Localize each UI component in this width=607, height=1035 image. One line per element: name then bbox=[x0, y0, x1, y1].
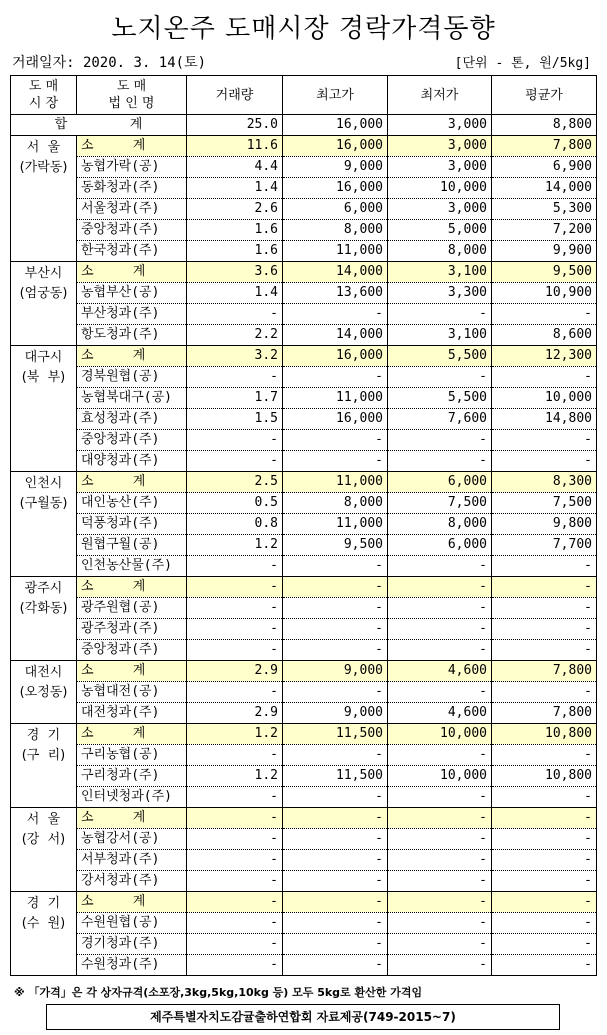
market-name: 대구시 (북 부) bbox=[11, 346, 77, 472]
volume-cell: 1.4 bbox=[187, 283, 283, 304]
volume-cell: - bbox=[187, 577, 283, 598]
max-cell: 16,000 bbox=[283, 346, 388, 367]
avg-cell: 5,300 bbox=[492, 199, 597, 220]
volume-cell: 2.2 bbox=[187, 325, 283, 346]
company-cell: 농협가락(공) bbox=[77, 157, 187, 178]
header-company: 도 매 법 인 명 bbox=[77, 76, 187, 115]
avg-cell: 7,700 bbox=[492, 535, 597, 556]
table-row bbox=[11, 640, 597, 661]
avg-cell: 14,800 bbox=[492, 409, 597, 430]
volume-cell: 1.6 bbox=[187, 220, 283, 241]
max-cell: - bbox=[283, 640, 388, 661]
company-cell: 부산청과(주) bbox=[77, 304, 187, 325]
max-cell: 11,000 bbox=[283, 388, 388, 409]
unit-label: [단위 - 톤, 원/5kg] bbox=[454, 56, 591, 71]
max-cell: - bbox=[283, 577, 388, 598]
volume-cell: 4.4 bbox=[187, 157, 283, 178]
max-cell: 8,000 bbox=[283, 220, 388, 241]
min-cell: 8,000 bbox=[388, 514, 492, 535]
volume-cell: 1.7 bbox=[187, 388, 283, 409]
avg-cell: 8,300 bbox=[492, 472, 597, 493]
company-cell: 동화청과(주) bbox=[77, 178, 187, 199]
market-name: 대전시 (오정동) bbox=[11, 661, 77, 724]
volume-cell: 1.2 bbox=[187, 766, 283, 787]
max-cell: - bbox=[283, 367, 388, 388]
avg-cell: 8,600 bbox=[492, 325, 597, 346]
avg-cell: 9,900 bbox=[492, 241, 597, 262]
avg-cell: - bbox=[492, 304, 597, 325]
min-cell: - bbox=[388, 913, 492, 934]
subtotal-row bbox=[11, 661, 597, 682]
max-cell: 16,000 bbox=[283, 409, 388, 430]
min-cell: 3,300 bbox=[388, 283, 492, 304]
max-cell: - bbox=[283, 808, 388, 829]
table-row bbox=[11, 934, 597, 955]
avg-cell: - bbox=[492, 682, 597, 703]
company-cell: 구리청과(주) bbox=[77, 766, 187, 787]
max-cell: 9,000 bbox=[283, 157, 388, 178]
min-cell: - bbox=[388, 430, 492, 451]
total-volume: 25.0 bbox=[187, 115, 283, 136]
min-cell: 7,500 bbox=[388, 493, 492, 514]
max-cell: 11,000 bbox=[283, 241, 388, 262]
max-cell: - bbox=[283, 892, 388, 913]
company-cell: 강서청과(주) bbox=[77, 871, 187, 892]
min-cell: - bbox=[388, 451, 492, 472]
min-cell: 3,000 bbox=[388, 136, 492, 157]
max-cell: - bbox=[283, 451, 388, 472]
avg-cell: - bbox=[492, 955, 597, 976]
volume-cell: 0.5 bbox=[187, 493, 283, 514]
total-row bbox=[11, 115, 597, 136]
company-cell: 중앙청과(주) bbox=[77, 430, 187, 451]
max-cell: 9,000 bbox=[283, 703, 388, 724]
max-cell: 11,000 bbox=[283, 472, 388, 493]
max-cell: - bbox=[283, 850, 388, 871]
avg-cell: - bbox=[492, 850, 597, 871]
table-row bbox=[11, 409, 597, 430]
volume-cell: - bbox=[187, 913, 283, 934]
avg-cell: - bbox=[492, 640, 597, 661]
table-row bbox=[11, 745, 597, 766]
max-cell: - bbox=[283, 829, 388, 850]
company-cell: 인터넷청과(주) bbox=[77, 787, 187, 808]
company-cell: 서부청과(주) bbox=[77, 850, 187, 871]
company-cell: 소 계 bbox=[77, 136, 187, 157]
market-name: 경 기 (수 원) bbox=[11, 892, 77, 976]
avg-cell: 12,300 bbox=[492, 346, 597, 367]
subtotal-row bbox=[11, 472, 597, 493]
volume-cell: - bbox=[187, 892, 283, 913]
min-cell: 5,500 bbox=[388, 346, 492, 367]
table-row bbox=[11, 850, 597, 871]
price-table bbox=[10, 75, 597, 976]
min-cell: - bbox=[388, 850, 492, 871]
volume-cell: - bbox=[187, 430, 283, 451]
company-cell: 중앙청과(주) bbox=[77, 220, 187, 241]
volume-cell: - bbox=[187, 745, 283, 766]
max-cell: - bbox=[283, 787, 388, 808]
table-row bbox=[11, 703, 597, 724]
company-cell: 소 계 bbox=[77, 892, 187, 913]
avg-cell: - bbox=[492, 808, 597, 829]
volume-cell: 1.4 bbox=[187, 178, 283, 199]
volume-cell: 2.9 bbox=[187, 703, 283, 724]
volume-cell: 11.6 bbox=[187, 136, 283, 157]
max-cell: - bbox=[283, 745, 388, 766]
header-volume: 거래량 bbox=[187, 76, 283, 115]
avg-cell: 10,900 bbox=[492, 283, 597, 304]
market-name: 부산시 (엄궁동) bbox=[11, 262, 77, 346]
max-cell: 11,500 bbox=[283, 724, 388, 745]
min-cell: 6,000 bbox=[388, 472, 492, 493]
subtotal-row bbox=[11, 892, 597, 913]
company-cell: 효성청과(주) bbox=[77, 409, 187, 430]
volume-cell: - bbox=[187, 682, 283, 703]
company-cell: 원협구월(공) bbox=[77, 535, 187, 556]
header-min: 최저가 bbox=[388, 76, 492, 115]
min-cell: - bbox=[388, 598, 492, 619]
subtotal-row bbox=[11, 808, 597, 829]
min-cell: - bbox=[388, 787, 492, 808]
company-cell: 경북원협(공) bbox=[77, 367, 187, 388]
avg-cell: 7,500 bbox=[492, 493, 597, 514]
table-row bbox=[11, 199, 597, 220]
market-name: 인천시 (구월동) bbox=[11, 472, 77, 577]
table-row bbox=[11, 514, 597, 535]
table-row bbox=[11, 619, 597, 640]
min-cell: 3,000 bbox=[388, 199, 492, 220]
volume-cell: - bbox=[187, 787, 283, 808]
table-row bbox=[11, 388, 597, 409]
header-max: 최고가 bbox=[283, 76, 388, 115]
min-cell: - bbox=[388, 556, 492, 577]
min-cell: 5,500 bbox=[388, 388, 492, 409]
avg-cell: - bbox=[492, 787, 597, 808]
volume-cell: - bbox=[187, 556, 283, 577]
max-cell: - bbox=[283, 304, 388, 325]
min-cell: 8,000 bbox=[388, 241, 492, 262]
max-cell: - bbox=[283, 682, 388, 703]
header-market: 도 매 시 장 bbox=[11, 76, 77, 115]
max-cell: 16,000 bbox=[283, 178, 388, 199]
company-cell: 구리농협(공) bbox=[77, 745, 187, 766]
max-cell: - bbox=[283, 934, 388, 955]
table-row bbox=[11, 766, 597, 787]
volume-cell: - bbox=[187, 934, 283, 955]
min-cell: 3,000 bbox=[388, 157, 492, 178]
data-source: 제주특별자치도감귤출하연합회 자료제공(749-2015~7) bbox=[46, 1004, 560, 1030]
table-row bbox=[11, 955, 597, 976]
min-cell: 7,600 bbox=[388, 409, 492, 430]
volume-cell: 2.5 bbox=[187, 472, 283, 493]
min-cell: - bbox=[388, 808, 492, 829]
max-cell: 16,000 bbox=[283, 136, 388, 157]
avg-cell: 7,200 bbox=[492, 220, 597, 241]
company-cell: 소 계 bbox=[77, 724, 187, 745]
table-row bbox=[11, 325, 597, 346]
min-cell: 3,100 bbox=[388, 262, 492, 283]
company-cell: 소 계 bbox=[77, 262, 187, 283]
max-cell: 9,000 bbox=[283, 661, 388, 682]
page-title: 노지온주 도매시장 경락가격동향 bbox=[111, 14, 496, 44]
table-row bbox=[11, 451, 597, 472]
min-cell: - bbox=[388, 367, 492, 388]
avg-cell: - bbox=[492, 934, 597, 955]
company-cell: 인천농산물(주) bbox=[77, 556, 187, 577]
company-cell: 소 계 bbox=[77, 472, 187, 493]
volume-cell: 3.2 bbox=[187, 346, 283, 367]
company-cell: 소 계 bbox=[77, 346, 187, 367]
company-cell: 소 계 bbox=[77, 661, 187, 682]
avg-cell: - bbox=[492, 745, 597, 766]
avg-cell: - bbox=[492, 892, 597, 913]
volume-cell: - bbox=[187, 367, 283, 388]
avg-cell: 6,900 bbox=[492, 157, 597, 178]
max-cell: 6,000 bbox=[283, 199, 388, 220]
company-cell: 광주청과(주) bbox=[77, 619, 187, 640]
max-cell: 14,000 bbox=[283, 325, 388, 346]
market-name: 서 울 (강 서) bbox=[11, 808, 77, 892]
avg-cell: 9,800 bbox=[492, 514, 597, 535]
volume-cell: - bbox=[187, 640, 283, 661]
max-cell: 8,000 bbox=[283, 493, 388, 514]
company-cell: 중앙청과(주) bbox=[77, 640, 187, 661]
total-min: 3,000 bbox=[388, 115, 492, 136]
volume-cell: 0.8 bbox=[187, 514, 283, 535]
min-cell: - bbox=[388, 934, 492, 955]
avg-cell: - bbox=[492, 598, 597, 619]
max-cell: - bbox=[283, 871, 388, 892]
min-cell: - bbox=[388, 955, 492, 976]
min-cell: 10,000 bbox=[388, 178, 492, 199]
table-row bbox=[11, 304, 597, 325]
market-name: 광주시 (각화동) bbox=[11, 577, 77, 661]
volume-cell: - bbox=[187, 871, 283, 892]
table-row bbox=[11, 241, 597, 262]
volume-cell: 1.5 bbox=[187, 409, 283, 430]
volume-cell: - bbox=[187, 808, 283, 829]
min-cell: 10,000 bbox=[388, 724, 492, 745]
price-note: ※ 「가격」은 각 상자규격(소포장,3kg,5kg,10kg 등) 모두 5kg로 환산한 가격임 bbox=[14, 986, 423, 999]
market-name: 서 울 (가락동) bbox=[11, 136, 77, 262]
avg-cell: - bbox=[492, 577, 597, 598]
table-row bbox=[11, 178, 597, 199]
volume-cell: - bbox=[187, 598, 283, 619]
table-row bbox=[11, 556, 597, 577]
company-cell: 수원원협(공) bbox=[77, 913, 187, 934]
max-cell: - bbox=[283, 955, 388, 976]
volume-cell: 3.6 bbox=[187, 262, 283, 283]
company-cell: 농협부산(공) bbox=[77, 283, 187, 304]
table-row bbox=[11, 367, 597, 388]
volume-cell: 1.2 bbox=[187, 535, 283, 556]
company-cell: 소 계 bbox=[77, 577, 187, 598]
avg-cell: - bbox=[492, 619, 597, 640]
avg-cell: - bbox=[492, 871, 597, 892]
company-cell: 농협강서(공) bbox=[77, 829, 187, 850]
total-avg: 8,800 bbox=[492, 115, 597, 136]
min-cell: - bbox=[388, 745, 492, 766]
company-cell: 광주원협(공) bbox=[77, 598, 187, 619]
company-cell: 대전청과(주) bbox=[77, 703, 187, 724]
volume-cell: - bbox=[187, 955, 283, 976]
avg-cell: - bbox=[492, 556, 597, 577]
table-row bbox=[11, 157, 597, 178]
max-cell: 9,500 bbox=[283, 535, 388, 556]
min-cell: 4,600 bbox=[388, 661, 492, 682]
volume-cell: - bbox=[187, 829, 283, 850]
company-cell: 수원청과(주) bbox=[77, 955, 187, 976]
avg-cell: - bbox=[492, 913, 597, 934]
subtotal-row bbox=[11, 724, 597, 745]
max-cell: - bbox=[283, 913, 388, 934]
avg-cell: 10,800 bbox=[492, 766, 597, 787]
max-cell: - bbox=[283, 619, 388, 640]
max-cell: 13,600 bbox=[283, 283, 388, 304]
table-row bbox=[11, 913, 597, 934]
min-cell: - bbox=[388, 304, 492, 325]
max-cell: - bbox=[283, 598, 388, 619]
avg-cell: 7,800 bbox=[492, 703, 597, 724]
table-row bbox=[11, 787, 597, 808]
header-avg: 평균가 bbox=[492, 76, 597, 115]
table-row bbox=[11, 598, 597, 619]
min-cell: - bbox=[388, 892, 492, 913]
volume-cell: 2.9 bbox=[187, 661, 283, 682]
max-cell: 14,000 bbox=[283, 262, 388, 283]
subtotal-row bbox=[11, 262, 597, 283]
table-row bbox=[11, 682, 597, 703]
subtotal-row bbox=[11, 136, 597, 157]
min-cell: - bbox=[388, 871, 492, 892]
avg-cell: - bbox=[492, 367, 597, 388]
volume-cell: - bbox=[187, 451, 283, 472]
trade-date: 거래일자: 2020. 3. 14(토) bbox=[12, 55, 207, 71]
company-cell: 소 계 bbox=[77, 808, 187, 829]
market-name: 경 기 (구 리) bbox=[11, 724, 77, 808]
table-row bbox=[11, 430, 597, 451]
table-row bbox=[11, 493, 597, 514]
min-cell: - bbox=[388, 640, 492, 661]
volume-cell: 1.6 bbox=[187, 241, 283, 262]
avg-cell: 7,800 bbox=[492, 661, 597, 682]
subtotal-row bbox=[11, 346, 597, 367]
table-row bbox=[11, 535, 597, 556]
volume-cell: - bbox=[187, 304, 283, 325]
avg-cell: 7,800 bbox=[492, 136, 597, 157]
company-cell: 대양청과(주) bbox=[77, 451, 187, 472]
avg-cell: - bbox=[492, 430, 597, 451]
table-row bbox=[11, 283, 597, 304]
table-row bbox=[11, 220, 597, 241]
subtotal-row bbox=[11, 577, 597, 598]
volume-cell: - bbox=[187, 850, 283, 871]
min-cell: 10,000 bbox=[388, 766, 492, 787]
min-cell: - bbox=[388, 577, 492, 598]
max-cell: - bbox=[283, 556, 388, 577]
company-cell: 항도청과(주) bbox=[77, 325, 187, 346]
avg-cell: 10,800 bbox=[492, 724, 597, 745]
total-max: 16,000 bbox=[283, 115, 388, 136]
min-cell: 6,000 bbox=[388, 535, 492, 556]
company-cell: 서울청과(주) bbox=[77, 199, 187, 220]
min-cell: 4,600 bbox=[388, 703, 492, 724]
company-cell: 경기청과(주) bbox=[77, 934, 187, 955]
table-row bbox=[11, 829, 597, 850]
min-cell: 5,000 bbox=[388, 220, 492, 241]
company-cell: 대인농산(주) bbox=[77, 493, 187, 514]
min-cell: - bbox=[388, 619, 492, 640]
company-cell: 농협대전(공) bbox=[77, 682, 187, 703]
avg-cell: 10,000 bbox=[492, 388, 597, 409]
total-label: 합 계 bbox=[11, 115, 187, 136]
table-row bbox=[11, 871, 597, 892]
avg-cell: - bbox=[492, 829, 597, 850]
volume-cell: - bbox=[187, 619, 283, 640]
volume-cell: 2.6 bbox=[187, 199, 283, 220]
company-cell: 한국청과(주) bbox=[77, 241, 187, 262]
avg-cell: 14,000 bbox=[492, 178, 597, 199]
min-cell: - bbox=[388, 682, 492, 703]
min-cell: - bbox=[388, 829, 492, 850]
min-cell: 3,100 bbox=[388, 325, 492, 346]
max-cell: 11,500 bbox=[283, 766, 388, 787]
max-cell: 11,000 bbox=[283, 514, 388, 535]
company-cell: 농협북대구(공) bbox=[77, 388, 187, 409]
company-cell: 덕풍청과(주) bbox=[77, 514, 187, 535]
volume-cell: 1.2 bbox=[187, 724, 283, 745]
avg-cell: - bbox=[492, 451, 597, 472]
max-cell: - bbox=[283, 430, 388, 451]
avg-cell: 9,500 bbox=[492, 262, 597, 283]
